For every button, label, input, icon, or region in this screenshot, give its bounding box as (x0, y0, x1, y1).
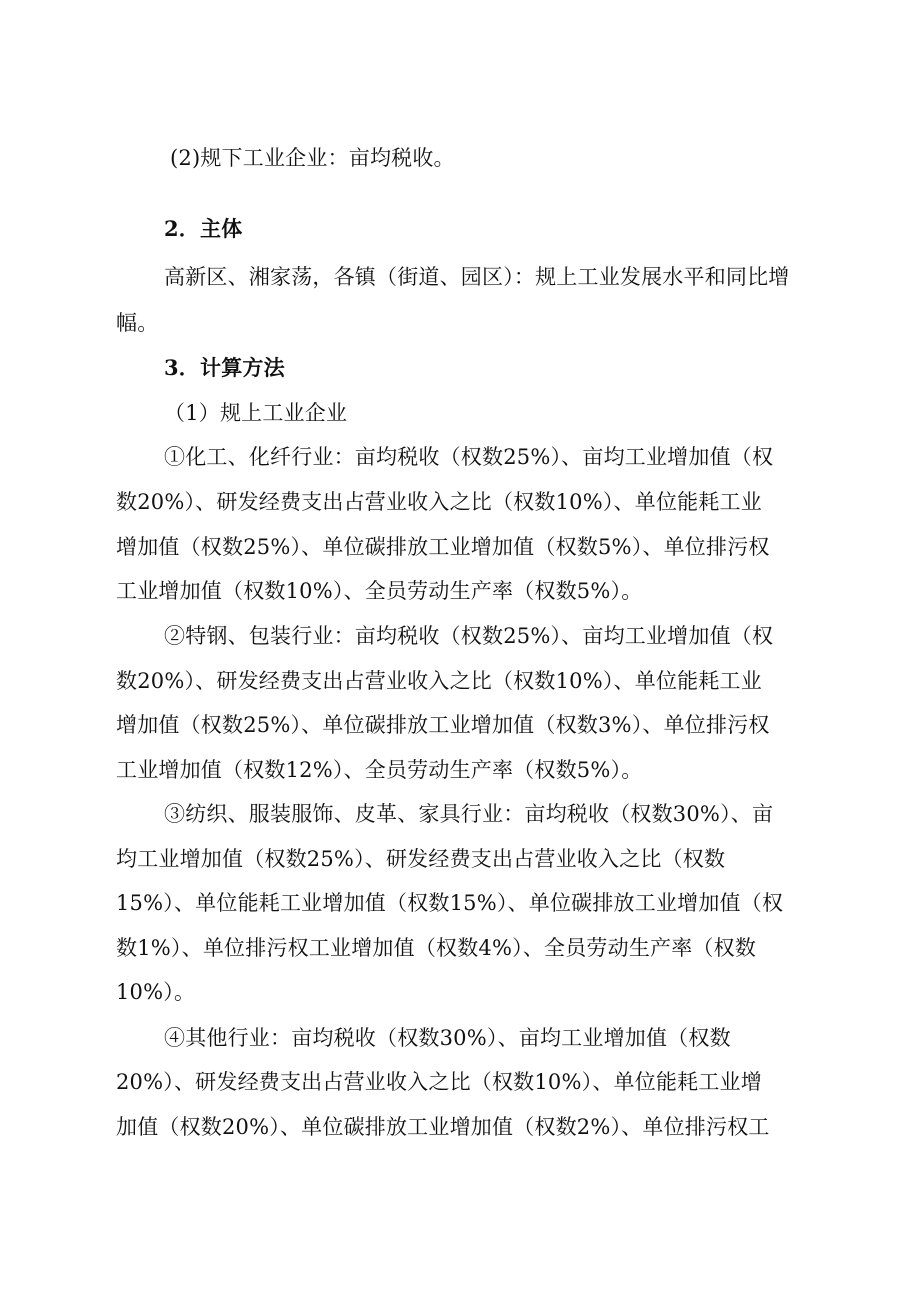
paragraph-line: 10%）。 (116, 980, 196, 1004)
paragraph-line: ①化工、化纤行业：亩均税收（权数25%）、亩均工业增加值（权 (164, 445, 774, 469)
paragraph-line: 增加值（权数25%）、单位碳排放工业增加值（权数5%）、单位排污权 (116, 535, 770, 559)
paragraph-line: 均工业增加值（权数25%）、研发经费支出占营业收入之比（权数 (116, 847, 726, 871)
paragraph-line: 20%）、研发经费支出占营业收入之比（权数10%）、单位能耗工业增 (116, 1070, 762, 1094)
paragraph-line: ②特钢、包装行业：亩均税收（权数25%）、亩均工业增加值（权 (164, 624, 774, 648)
paragraph-line: 数20%）、研发经费支出占营业收入之比（权数10%）、单位能耗工业 (116, 490, 762, 514)
paragraph-line: 工业增加值（权数12%）、全员劳动生产率（权数5%）。 (116, 758, 643, 782)
paragraph-line: 高新区、湘家荡，各镇（街道、园区）：规上工业发展水平和同比增 (164, 265, 790, 289)
paragraph-line: 幅。 (116, 311, 159, 335)
paragraph-line: ④其他行业：亩均税收（权数30%）、亩均工业增加值（权数 (164, 1026, 731, 1050)
paragraph-line: 加值（权数20%）、单位碳排放工业增加值（权数2%）、单位排污权工 (116, 1115, 770, 1139)
paragraph-line: 工业增加值（权数10%）、全员劳动生产率（权数5%）。 (116, 579, 643, 603)
paragraph-line: 增加值（权数25%）、单位碳排放工业增加值（权数3%）、单位排污权 (116, 713, 770, 737)
paragraph-line: 数1%）、单位排污权工业增加值（权数4%）、全员劳动生产率（权数 (116, 936, 757, 960)
paragraph-line: ③纺织、服装服饰、皮革、家具行业：亩均税收（权数30%）、亩 (164, 802, 774, 826)
heading-subject: 2．主体 (164, 216, 243, 241)
heading-calculation-method: 3．计算方法 (164, 355, 285, 380)
subheading-above-scale-enterprises: （1）规上工业企业 (164, 401, 348, 425)
item-2-below-scale-enterprises: (2)规下工业企业：亩均税收。 (170, 146, 455, 170)
paragraph-line: 15%）、单位能耗工业增加值（权数15%）、单位碳排放工业增加值（权 (116, 891, 784, 915)
paragraph-line: 数20%）、研发经费支出占营业收入之比（权数10%）、单位能耗工业 (116, 669, 762, 693)
